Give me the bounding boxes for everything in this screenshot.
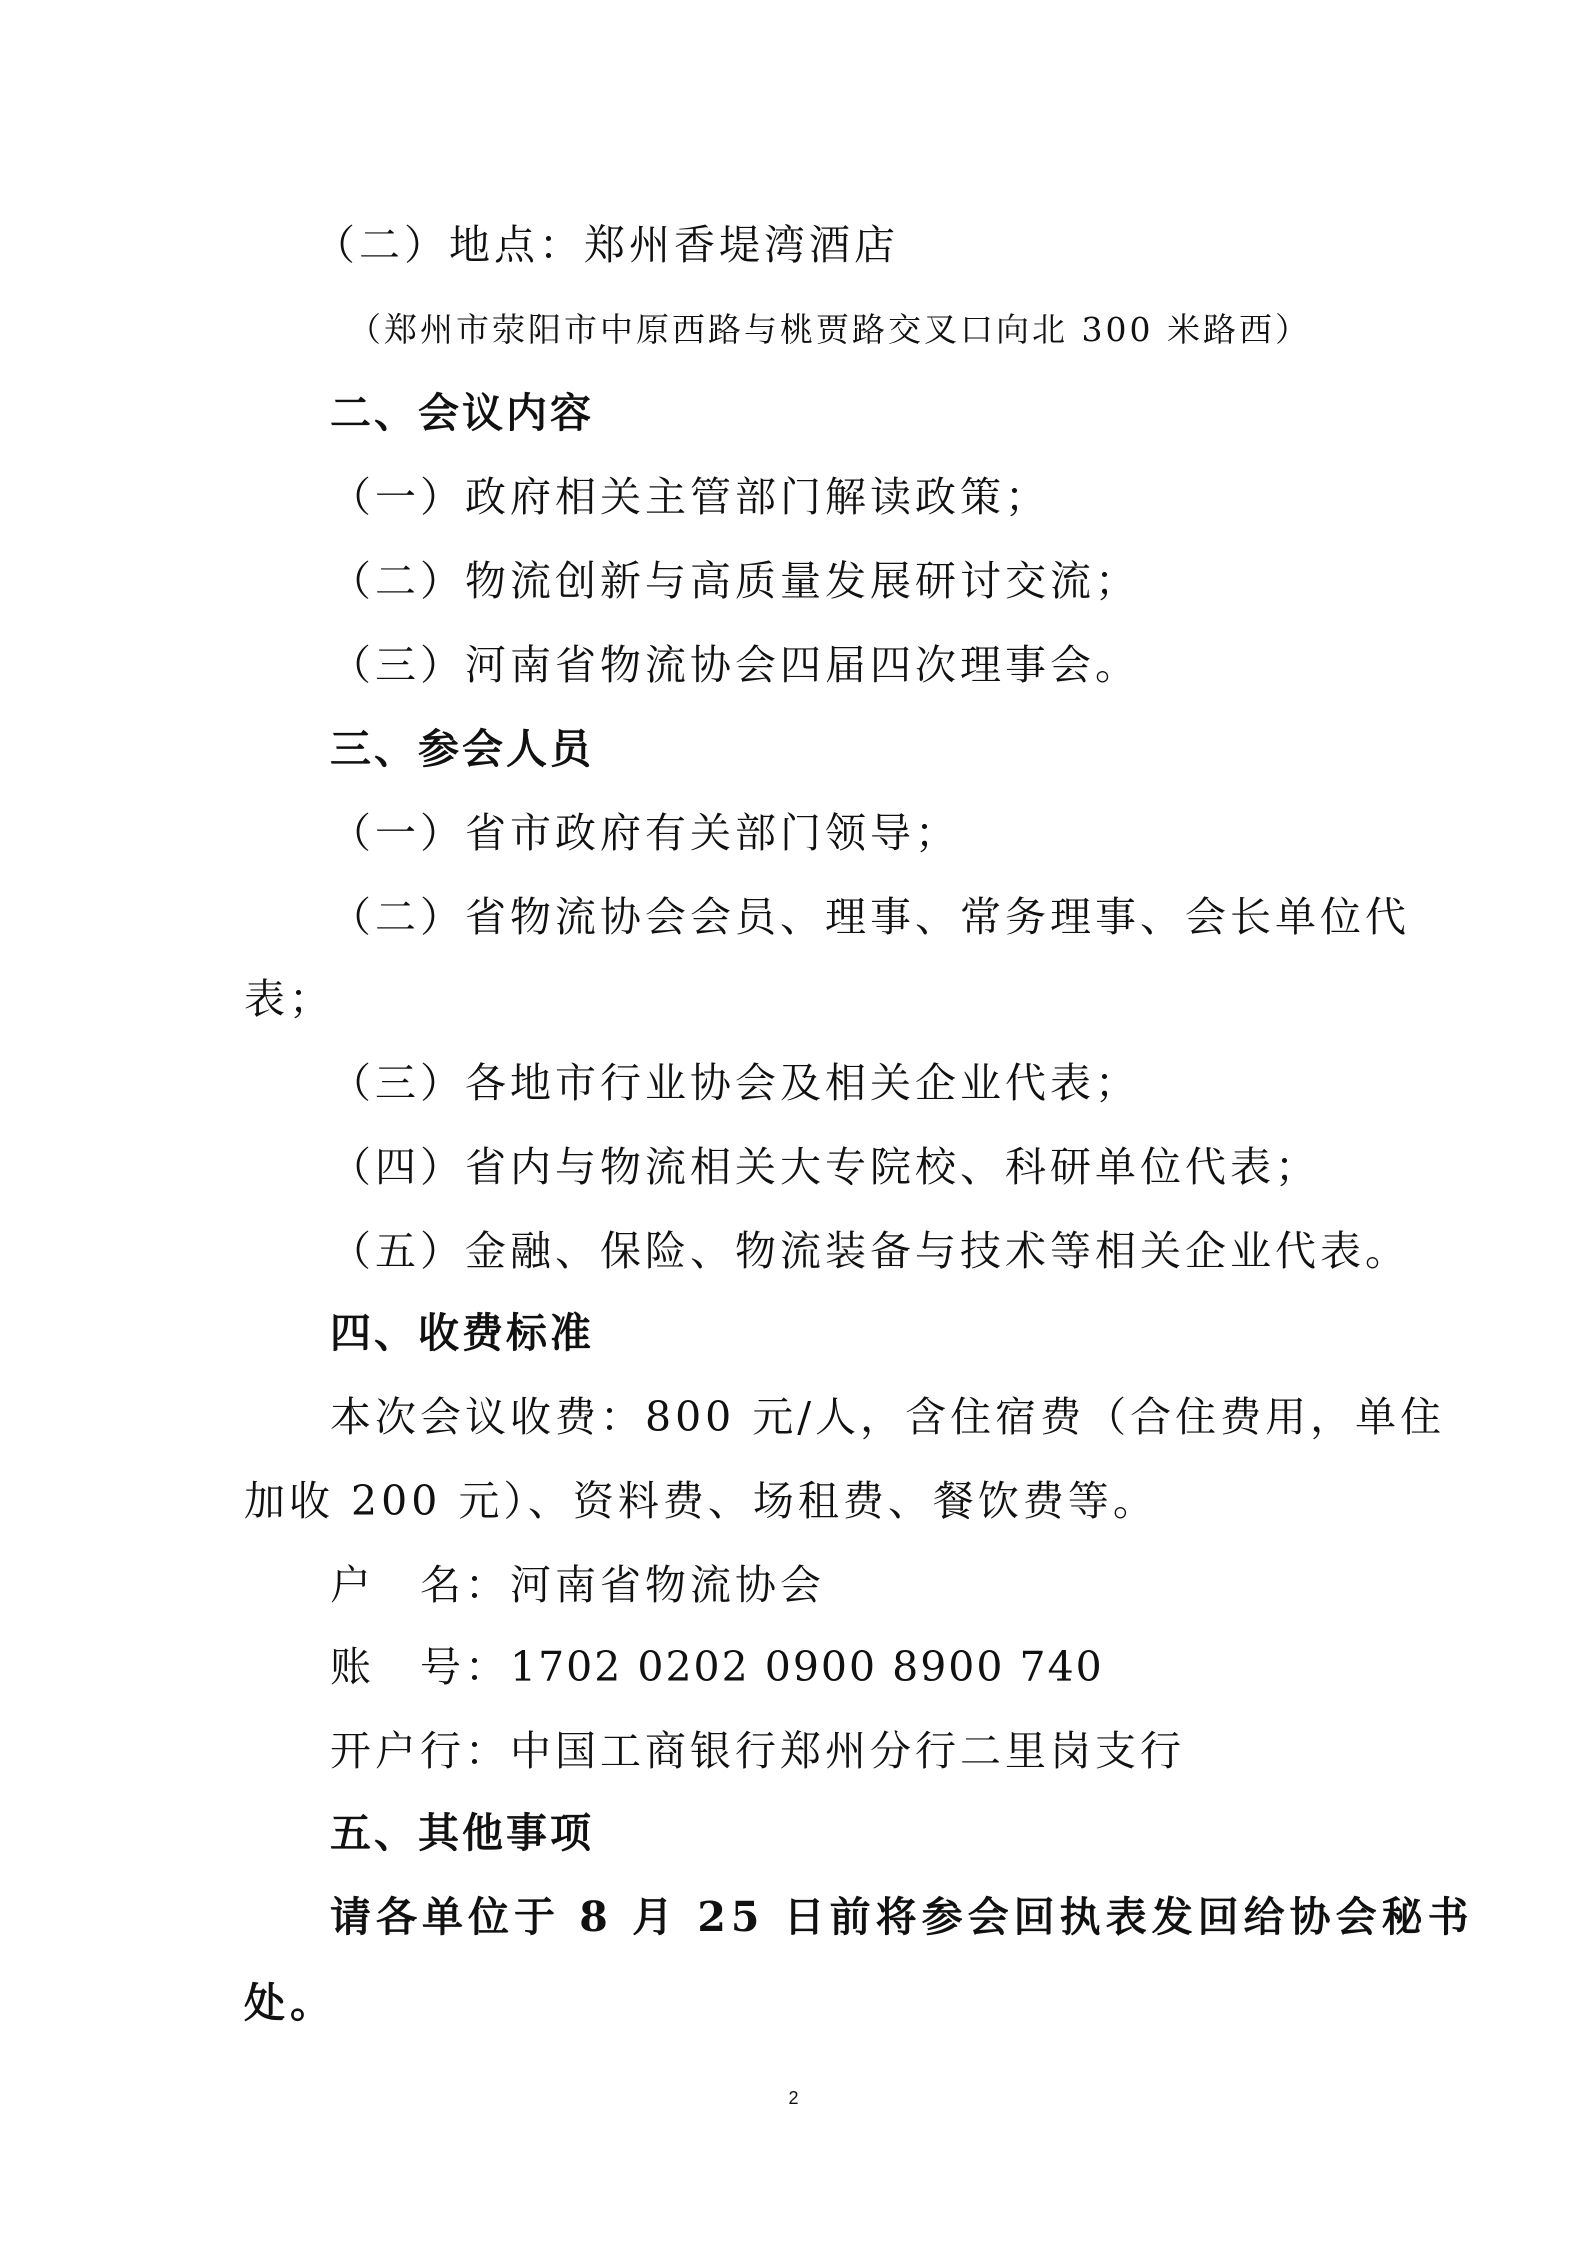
bank-row — [330, 1726, 1185, 1776]
page-number: 2 — [788, 2088, 799, 2108]
fees-line-1: 本次会议收费：800 元/人，含住宿费（合住费用，单住 — [330, 1393, 1446, 1441]
account-number-row — [330, 1642, 1104, 1692]
section-heading-fees: 四、收费标准 — [330, 1309, 594, 1357]
account-name-value: 河南省物流协会 — [510, 1561, 825, 1609]
bank-label: 开户行： — [330, 1727, 510, 1775]
account-name-row — [330, 1560, 825, 1610]
location-title: （二）地点：郑州香堤湾酒店 — [314, 221, 899, 269]
location-address: （郑州市荥阳市中原西路与桃贾路交叉口向北 300 米路西） — [348, 310, 1311, 349]
account-number-label: 账 号： — [330, 1643, 510, 1691]
section-heading-other: 五、其他事项 — [330, 1809, 594, 1857]
attendee-item-5: （五）金融、保险、物流装备与技术等相关企业代表。 — [330, 1227, 1410, 1275]
account-number-value: 1702 0202 0900 8900 740 — [510, 1643, 1104, 1691]
other-line-2: 处。 — [244, 1979, 336, 2027]
attendee-item-2-continued: 表； — [244, 975, 334, 1023]
section-heading-content: 二、会议内容 — [330, 389, 594, 437]
fees-line-2: 加收 200 元）、资料费、场租费、餐饮费等。 — [244, 1477, 1158, 1525]
bank-value: 中国工商银行郑州分行二里岗支行 — [510, 1727, 1185, 1775]
content-item-3: （三）河南省物流协会四届四次理事会。 — [330, 641, 1140, 689]
attendee-item-1: （一）省市政府有关部门领导； — [330, 809, 960, 857]
content-item-1: （一）政府相关主管部门解读政策； — [330, 473, 1050, 521]
attendee-item-4: （四）省内与物流相关大专院校、科研单位代表； — [330, 1143, 1320, 1191]
attendee-item-2: （二）省物流协会会员、理事、常务理事、会长单位代 — [330, 893, 1410, 941]
attendee-item-3: （三）各地市行业协会及相关企业代表； — [330, 1059, 1140, 1107]
account-name-label: 户 名： — [330, 1561, 510, 1609]
section-heading-attendees: 三、参会人员 — [330, 725, 594, 773]
content-item-2: （二）物流创新与高质量发展研讨交流； — [330, 557, 1140, 605]
other-line-1: 请各单位于 8 月 25 日前将参会回执表发回给协会秘书 — [330, 1893, 1474, 1941]
